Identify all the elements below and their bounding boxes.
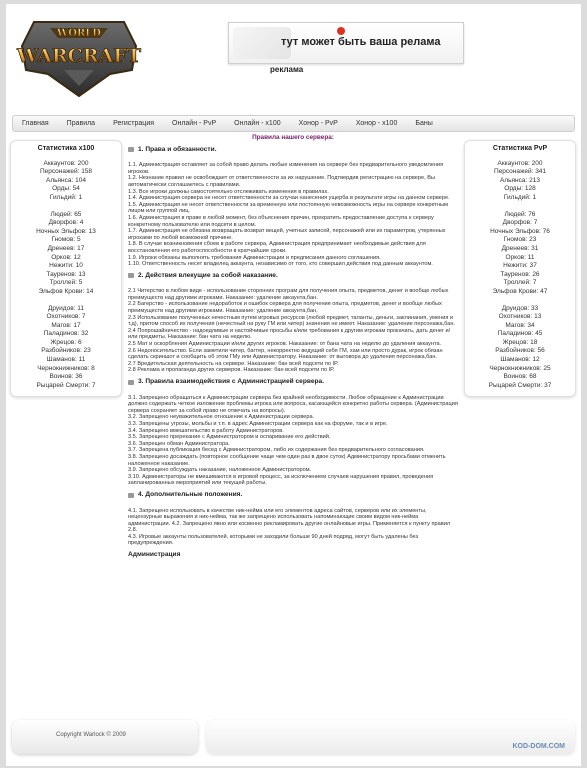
stats-line: Персонажей: 158 xyxy=(39,168,93,176)
stats-panel-title: Статистика x100 xyxy=(37,145,95,152)
nav-item-home[interactable]: Главная xyxy=(22,120,49,127)
rules-signature: Администрация xyxy=(128,551,181,559)
stats-line: Гномов: 23 xyxy=(503,236,537,244)
section-heading: 1. Права и обязанности. xyxy=(138,145,217,153)
stats-line: Чернокнижников: 25 xyxy=(489,364,551,372)
section-bullet-icon xyxy=(128,493,134,498)
nav-item-online-pvp[interactable]: Онлайн - PvP xyxy=(172,120,217,127)
stats-line: Жрецов: 6 xyxy=(50,338,82,346)
page xyxy=(6,4,581,766)
rule-line: 3.2. Запрещено неуважительное отношение к Администрации сервера. xyxy=(128,414,315,421)
nav-item-register[interactable]: Регистрация xyxy=(113,120,155,127)
stats-line: Людей: 65 xyxy=(50,210,82,218)
rule-line: 3.9. Запрещено обсуждать наказание, наложенное Администратором. xyxy=(128,467,312,474)
stats-line: Чернокнижников: 8 xyxy=(37,364,95,372)
rule-line: 2.6 Недоносительство. Если заметили читер, багтер, некорректно ведущий себя ГМ, хам или просто дурак, игрок обязан сделать скриншот и сообщить об этом ГМу или Администратору. Наказание: от выговора до удаления персонажа,бан. xyxy=(128,347,443,361)
stats-line: Дренеев: 17 xyxy=(47,244,85,252)
stats-line: Персонажей: 341 xyxy=(493,168,547,176)
copyright-text: Copyright Warlock © 2009 xyxy=(56,732,126,738)
stats-line: Эльфов Крови: 14 xyxy=(38,287,94,295)
stats-line: Гильдий: 1 xyxy=(49,193,83,201)
stats-line: Гномов: 5 xyxy=(51,236,81,244)
rule-line: 1.6. Администрация в праве в любой момент, без объяснения причин, прекратить предоставление доступа к серверу конкретному пользователю или подсети в целом. xyxy=(128,214,434,228)
stats-line: Воинов: 68 xyxy=(503,373,537,381)
rule-line: 1.1. Администрация оставляет за собой право делать любые изменения на сервере без предварительного уведомления игроков. xyxy=(128,162,444,175)
rule-line: 1.10. Ответственность несет владелец аккаунта, независимо от того, кто совершил действия под данным аккаунтом. xyxy=(128,261,433,268)
rules-content xyxy=(128,135,458,559)
stats-line: Дворфов: 7 xyxy=(502,219,538,227)
stats-line: Разбойников: 23 xyxy=(41,347,91,355)
rules-section-1 xyxy=(128,147,458,268)
rule-line: 2.4 Попрошайничество - надоедливые и настойчивые просьбы к/или требования к другим игрокам прокачать, дать денег и/или предметы. Наказание: бан чата на неделю. xyxy=(128,327,451,341)
section-heading: 2. Действия влекущие за собой наказание. xyxy=(138,271,278,279)
rule-line: 3.1. Запрещено обращаться к Администрации сервера без крайней необходимости. Любое обращение к Администрации должно содержать четкое изложение проблемы игрока или вопроса, касающейся конкретно работы сервера. (Администрация сервера сохраняет за собой право не отвечать на вопросы). xyxy=(128,394,458,414)
rule-line: 1.7. Администрация не обязана возвращать возврат вещей, учетных записей, персонажей или их параметров, утерянных игроками по любой возможной причине. xyxy=(128,228,446,241)
header xyxy=(6,4,581,112)
stats-line: Разбойников: 56 xyxy=(495,347,545,355)
stats-line: Друидов: 11 xyxy=(47,304,85,312)
ad-banner[interactable] xyxy=(228,22,464,64)
section-heading: 4. Дополнительные положения. xyxy=(138,490,243,498)
stats-line: Паладинов: 45 xyxy=(497,330,543,338)
stats-line: Гильдий: 1 xyxy=(503,193,537,201)
stats-panel-pvp xyxy=(464,140,576,397)
stats-line: Паладинов: 32 xyxy=(43,330,89,338)
stats-line: Жрецов: 18 xyxy=(502,338,538,346)
stats-line: Дворфов: 4 xyxy=(48,219,84,227)
logo-world-text: WORLD xyxy=(57,28,101,39)
stats-line: Орды: 54 xyxy=(52,185,80,193)
stats-line: Орков: 12 xyxy=(51,253,81,261)
banner-text: тут может быть ваша релама xyxy=(281,36,441,48)
rule-line: 2.8 Реклама и пропаганда других серверов. Наказание: бан всей подсети по IP. xyxy=(128,367,335,374)
stats-line: Ночных Эльфов: 13 xyxy=(36,227,96,235)
stats-line: Орков: 11 xyxy=(505,253,535,261)
rules-section-2 xyxy=(128,273,458,374)
stats-line: Охотников: 7 xyxy=(46,313,86,321)
stats-panel-title: Статистика PvP xyxy=(492,145,548,152)
stats-line: Аккаунтов: 200 xyxy=(43,159,89,167)
stats-line: Рыцарей Смерти: 7 xyxy=(36,381,96,389)
stats-line: Нежити: 37 xyxy=(503,262,537,270)
rules-section-4 xyxy=(128,492,458,547)
rule-line: 3.3. Запрещены угрозы, мольбы и т.п. в адрес Администрации сервера как на форуме, так и в игре. xyxy=(128,420,388,427)
footer-bar xyxy=(206,720,575,754)
stats-line: Магов: 34 xyxy=(505,321,535,329)
rule-line: 3.10. Администраторы не вмешиваются в игровой процесс, за исключением случаев нарушения правил, проведения запланированных мероприятий или текущей работы. xyxy=(128,473,434,487)
rule-line: 1.3. Все игроки должны самостоятельно отслеживать изменения в правилах. xyxy=(128,188,329,195)
rule-line: 2.7 Вредительская деятельность на сервере. Наказание: бан всей подсети по IP. xyxy=(128,360,339,367)
stats-line: Троллей: 7 xyxy=(503,279,537,287)
nav-item-honor-x100[interactable]: Хонор - x100 xyxy=(355,120,398,127)
rule-line: 4.3. Игровые аккаунты пользователей, которыми не заходили больше 90 дней подряд, могут быть удалены без предупреждения. xyxy=(128,533,419,547)
stats-line: Аккаунтов: 200 xyxy=(497,159,543,167)
rule-line: 1.2. Незнание правил не освобождает от ответственности за их нарушение. Подтвердив регистрацию на сервере, Вы автоматически соглашаетесь с правилами. xyxy=(128,175,435,188)
rule-line: 4.1. Запрещено использовать в качестве ник-нейма или его элементов адреса сайтов, серверов или их элементы, нецензурные выражения и ник-нейма, так же запрещено использовать напоминающие своим видом ник-нейма администрации. 4.2. Запрещено явно или косвенно рекламировать другие онлайновые игры. Применяется к пункту правил 2.8. xyxy=(128,507,451,534)
stats-line: Альянса: 104 xyxy=(46,176,86,184)
stats-line: Эльфов Крови: 47 xyxy=(492,287,548,295)
stats-line: Охотников: 13 xyxy=(498,313,542,321)
stats-line: Магов: 17 xyxy=(51,321,81,329)
nav-item-rules[interactable]: Правила xyxy=(66,120,96,127)
rule-line: 2.1 Читерство в любом виде - использование сторонних програм для получения опыта, предметов, денег и вообще любых преимуществ над другими игроками. Наказание: удаление аккаунта,бан. xyxy=(128,288,449,301)
nav-item-bans[interactable]: Баны xyxy=(415,120,433,127)
nav-item-honor-pvp[interactable]: Хонор - PvP xyxy=(298,120,338,127)
stats-line: Орды: 128 xyxy=(504,185,536,193)
stats-panel-x100 xyxy=(10,140,122,397)
stats-line: Ночных Эльфов: 76 xyxy=(490,227,550,235)
rule-line: 3.8. Запрещено досаждать (повторное сообщение чаще чем один раз в двое суток) Администратору просьбами отменить наложенное наказание. xyxy=(128,453,446,467)
section-bullet-icon xyxy=(128,380,134,385)
rule-line: 1.8. В случае возникновения сбоев в работе сервера, Администрация предпринимает необходимые действия для восстановления его работоспособности в кратчайшие сроки. xyxy=(128,241,426,254)
nav-item-online-x100[interactable]: Онлайн - x100 xyxy=(234,120,281,127)
rules-section-3 xyxy=(128,379,458,487)
stats-line: Шаманов: 12 xyxy=(500,356,540,364)
logo-warcraft-text: WARCRAFT xyxy=(17,45,141,67)
banner-dot-icon xyxy=(337,27,345,35)
stats-line: Людей: 76 xyxy=(504,210,536,218)
stats-line: Друидов: 33 xyxy=(501,304,539,312)
stats-line: Тауренов: 13 xyxy=(46,270,86,278)
stats-line: Рыцарей Смерти: 37 xyxy=(488,381,552,389)
footer xyxy=(12,720,198,754)
rule-line: 3.4. Запрещено вмешательство в работу Администраторов. xyxy=(128,427,284,434)
nav-bar xyxy=(12,115,575,132)
rule-line: 3.5. Запрещено пререкание с Администратором и оспаривание его действий. xyxy=(128,434,331,441)
stats-line: Альянса: 213 xyxy=(500,176,540,184)
rule-line: 1.5. Администрация не несет ответственности за временную или постоянную невозможность игры на сервере конкретным лицом или группой лиц. xyxy=(128,201,448,215)
rule-line: 1.4. Администрация сервера не несет ответственности за случаи нанесения ущерба в результате игры на данном сервере. xyxy=(128,195,450,202)
rule-line: 3.7. Запрещена публикация бесед с Администратором, либо их содержания без предварительного согласования. xyxy=(128,447,425,454)
rule-line: 2.3 Использование полученных нечестным путем игровых ресурсов (любой предмет, таланты, деньги, заклинания, умения и т.д), притом способ их получения (нечестный на руку ГМ или читер) значения не имеет. Наказание: удаление персонажа,бан. xyxy=(128,314,455,328)
stats-line: Шаманов: 11 xyxy=(46,356,86,364)
section-bullet-icon xyxy=(128,273,134,278)
stats-line: Воинов: 36 xyxy=(49,373,83,381)
wow-logo[interactable] xyxy=(14,12,144,98)
section-heading: 3. Правила взаимодействия с Администрацией сервера. xyxy=(138,378,325,385)
stats-line: Дренеев: 31 xyxy=(501,244,539,252)
stats-line: Нежити: 10 xyxy=(49,262,83,270)
stats-line: Тауренов: 26 xyxy=(500,270,540,278)
rule-line: 3.6. Запрещен обман Администратора. xyxy=(128,440,230,447)
rules-title: Правила нашего сервера: xyxy=(252,134,334,141)
section-bullet-icon xyxy=(128,147,134,152)
rule-line: 1.9. Игроки обязаны выполнять требования Администрации и предписания данного соглашения. xyxy=(128,254,381,261)
banner-caption: реклама xyxy=(270,65,304,74)
stats-line: Троллей: 5 xyxy=(49,279,83,287)
watermark-text: KOD-DOM.COM xyxy=(512,743,565,750)
rule-line: 2.2 Багерство - использование недоработок и ошибок сервера для получения опыта, предметов, денег и вообще любых преимуществ над другими игроками. Наказание: удаление аккаунта,бан. xyxy=(128,301,442,315)
rule-line: 2.5 Мат и оскорбления Администрации и/или других игроков. Наказание: от бана чата на неделю до удаления аккаунта. xyxy=(128,341,442,348)
